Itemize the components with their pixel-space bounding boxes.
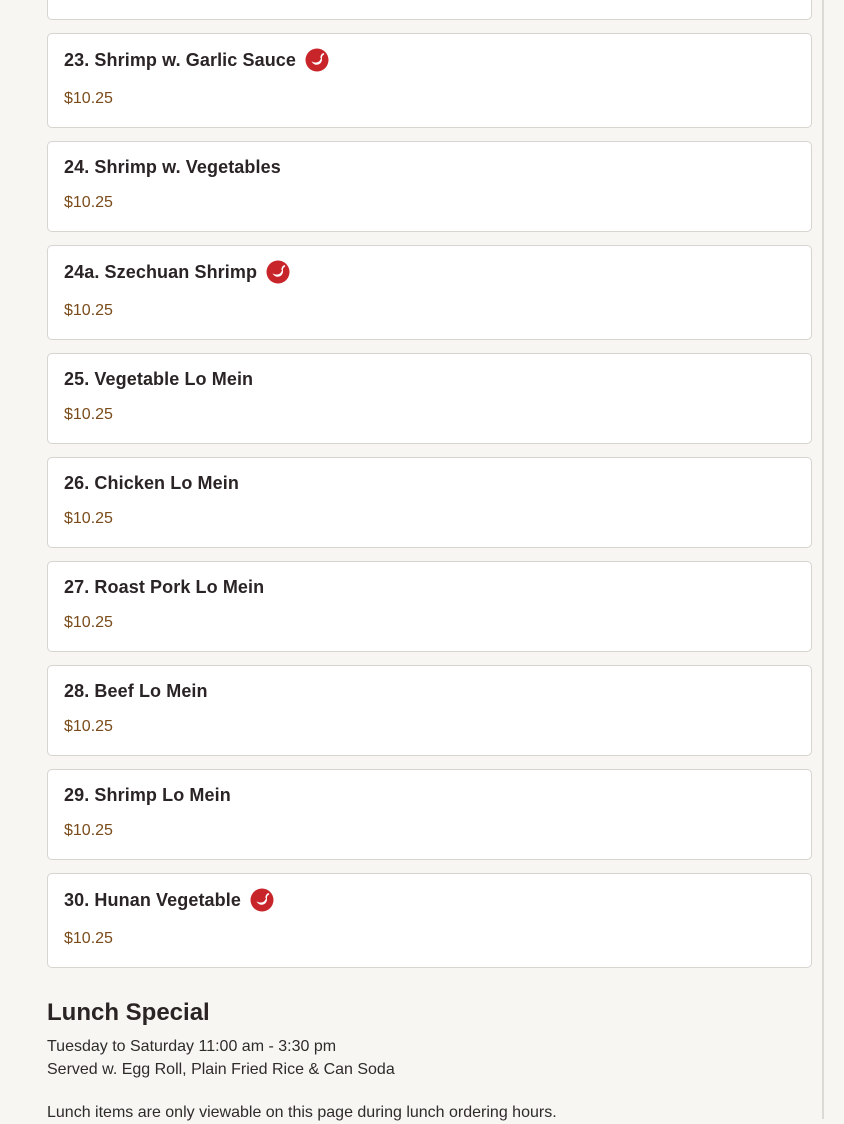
chili-pepper-icon [266, 260, 290, 284]
chili-pepper-icon [250, 888, 274, 912]
menu-item-name: 25. Vegetable Lo Mein [64, 368, 254, 389]
menu-item-name: 28. Beef Lo Mein [64, 680, 208, 701]
menu-item-card[interactable] [47, 457, 812, 548]
menu-item-card[interactable] [47, 769, 812, 860]
menu-item-name: 24. Shrimp w. Vegetables [64, 156, 281, 177]
menu-item-price: $10.25 [64, 406, 113, 423]
menu-item-card[interactable] [47, 245, 812, 340]
menu-item-price: $10.25 [64, 194, 113, 211]
menu-item-card[interactable] [47, 873, 812, 968]
lunch-served-with-text: Served w. Egg Roll, Plain Fried Rice & Can Soda [47, 1061, 395, 1078]
page-divider [822, 0, 824, 1119]
menu-item-name: 30. Hunan Vegetable [64, 889, 241, 910]
menu-item-price: $10.25 [64, 90, 113, 107]
chili-pepper-icon [305, 48, 329, 72]
menu-item-card[interactable] [47, 561, 812, 652]
menu-item-list [47, 0, 812, 981]
menu-item-card[interactable] [47, 33, 812, 128]
menu-item-card[interactable] [47, 665, 812, 756]
lunch-special-section [47, 996, 812, 1124]
lunch-availability-note: Lunch items are only viewable on this page during lunch ordering hours. [47, 1104, 557, 1121]
menu-item-name: 26. Chicken Lo Mein [64, 472, 239, 493]
menu-item-price: $10.25 [64, 930, 113, 947]
menu-item-price: $10.25 [64, 302, 113, 319]
menu-item-name: 23. Shrimp w. Garlic Sauce [64, 49, 297, 70]
menu-item-price: $10.25 [64, 510, 113, 527]
menu-item-card[interactable] [47, 0, 812, 20]
menu-item-card[interactable] [47, 353, 812, 444]
menu-item-price: $10.25 [64, 614, 113, 631]
menu-item-name: 24a. Szechuan Shrimp [64, 261, 258, 282]
lunch-hours-text: Tuesday to Saturday 11:00 am - 3:30 pm [47, 1038, 337, 1055]
menu-item-price: $10.25 [64, 822, 113, 839]
menu-item-name: 27. Roast Pork Lo Mein [64, 576, 265, 597]
menu-item-price: $10.25 [64, 718, 113, 735]
menu-item-name: 29. Shrimp Lo Mein [64, 784, 231, 805]
menu-item-card[interactable] [47, 141, 812, 232]
section-heading: Lunch Special [47, 999, 210, 1026]
